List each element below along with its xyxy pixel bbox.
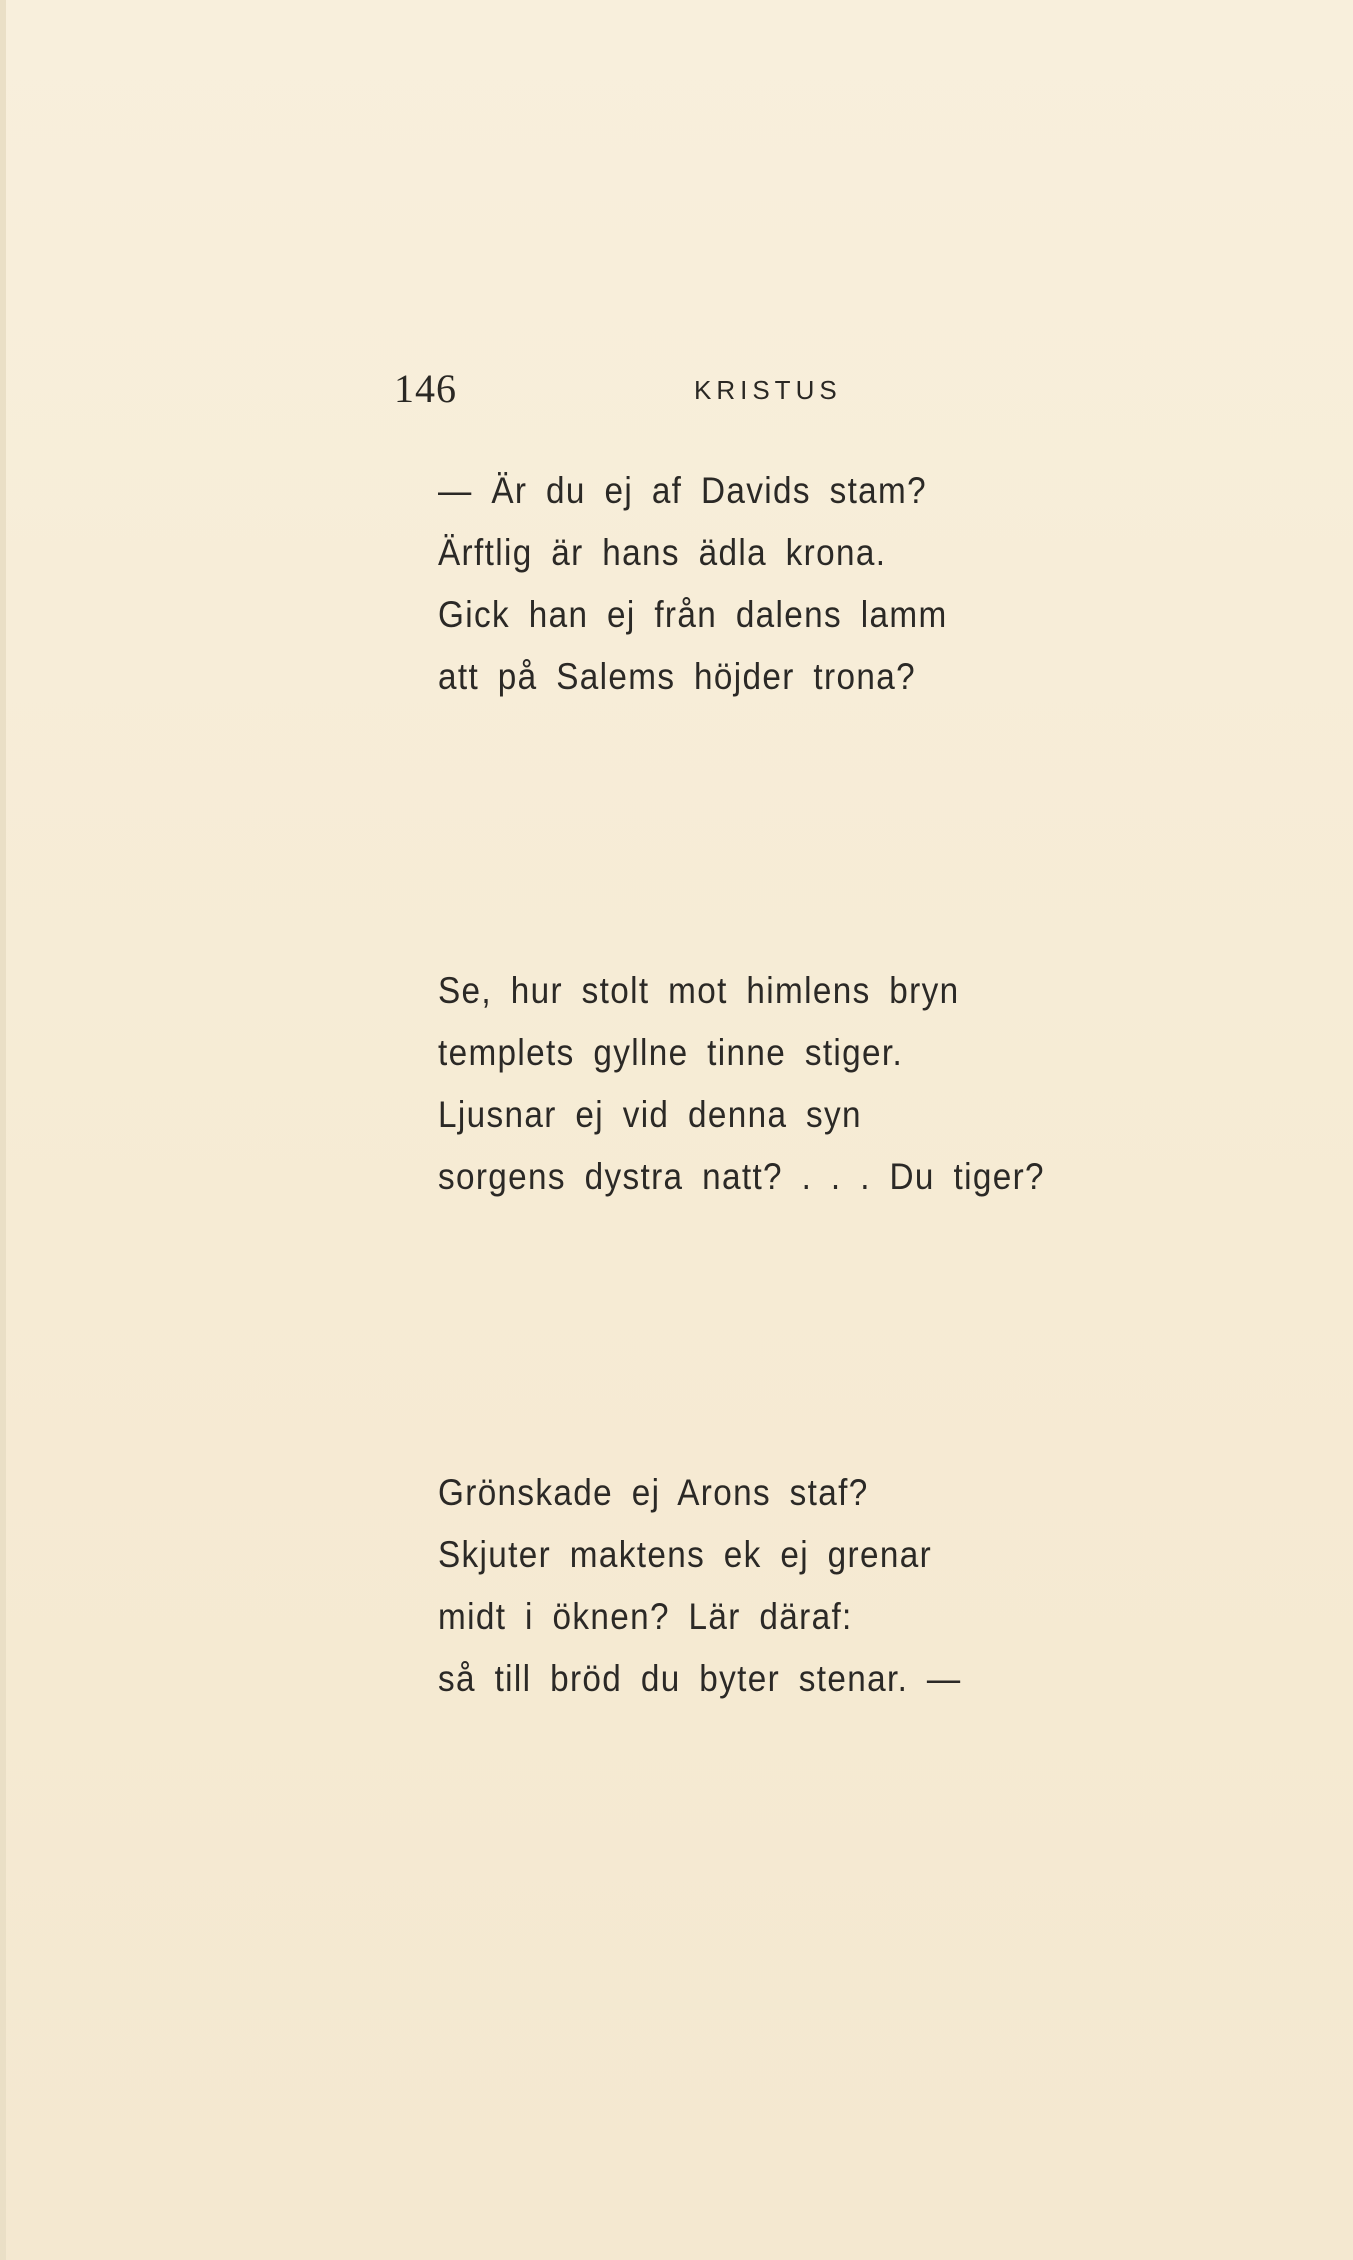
poem-line: Ljusnar ej vid denna syn	[438, 1094, 862, 1135]
poem-line: Grönskade ej Arons staf?	[438, 1472, 869, 1513]
poem-line: så till bröd du byter stenar. —	[438, 1658, 962, 1699]
stanza-1	[438, 460, 1004, 708]
poem-line: templets gyllne tinne stiger.	[438, 1032, 904, 1073]
page-number: 146	[394, 366, 457, 411]
poem-line: Gick han ej från dalens lamm	[438, 594, 948, 635]
running-title: KRISTUS	[694, 375, 842, 405]
stanza-2	[438, 960, 1112, 1208]
poem-line: Ärftlig är hans ädla krona.	[438, 532, 887, 573]
poem-line: att på Salems höjder trona?	[438, 656, 916, 697]
poem-line: sorgens dystra natt? . . . Du tiger?	[438, 1156, 1045, 1197]
poem-line: Se, hur stolt mot himlens bryn	[438, 970, 960, 1011]
poem-line: Skjuter maktens ek ej grenar	[438, 1534, 933, 1575]
stanza-3	[438, 1462, 1020, 1710]
page-header	[394, 365, 854, 425]
poem-line: midt i öknen? Lär däraf:	[438, 1596, 853, 1637]
poem-line: — Är du ej af Davids stam?	[438, 470, 928, 511]
